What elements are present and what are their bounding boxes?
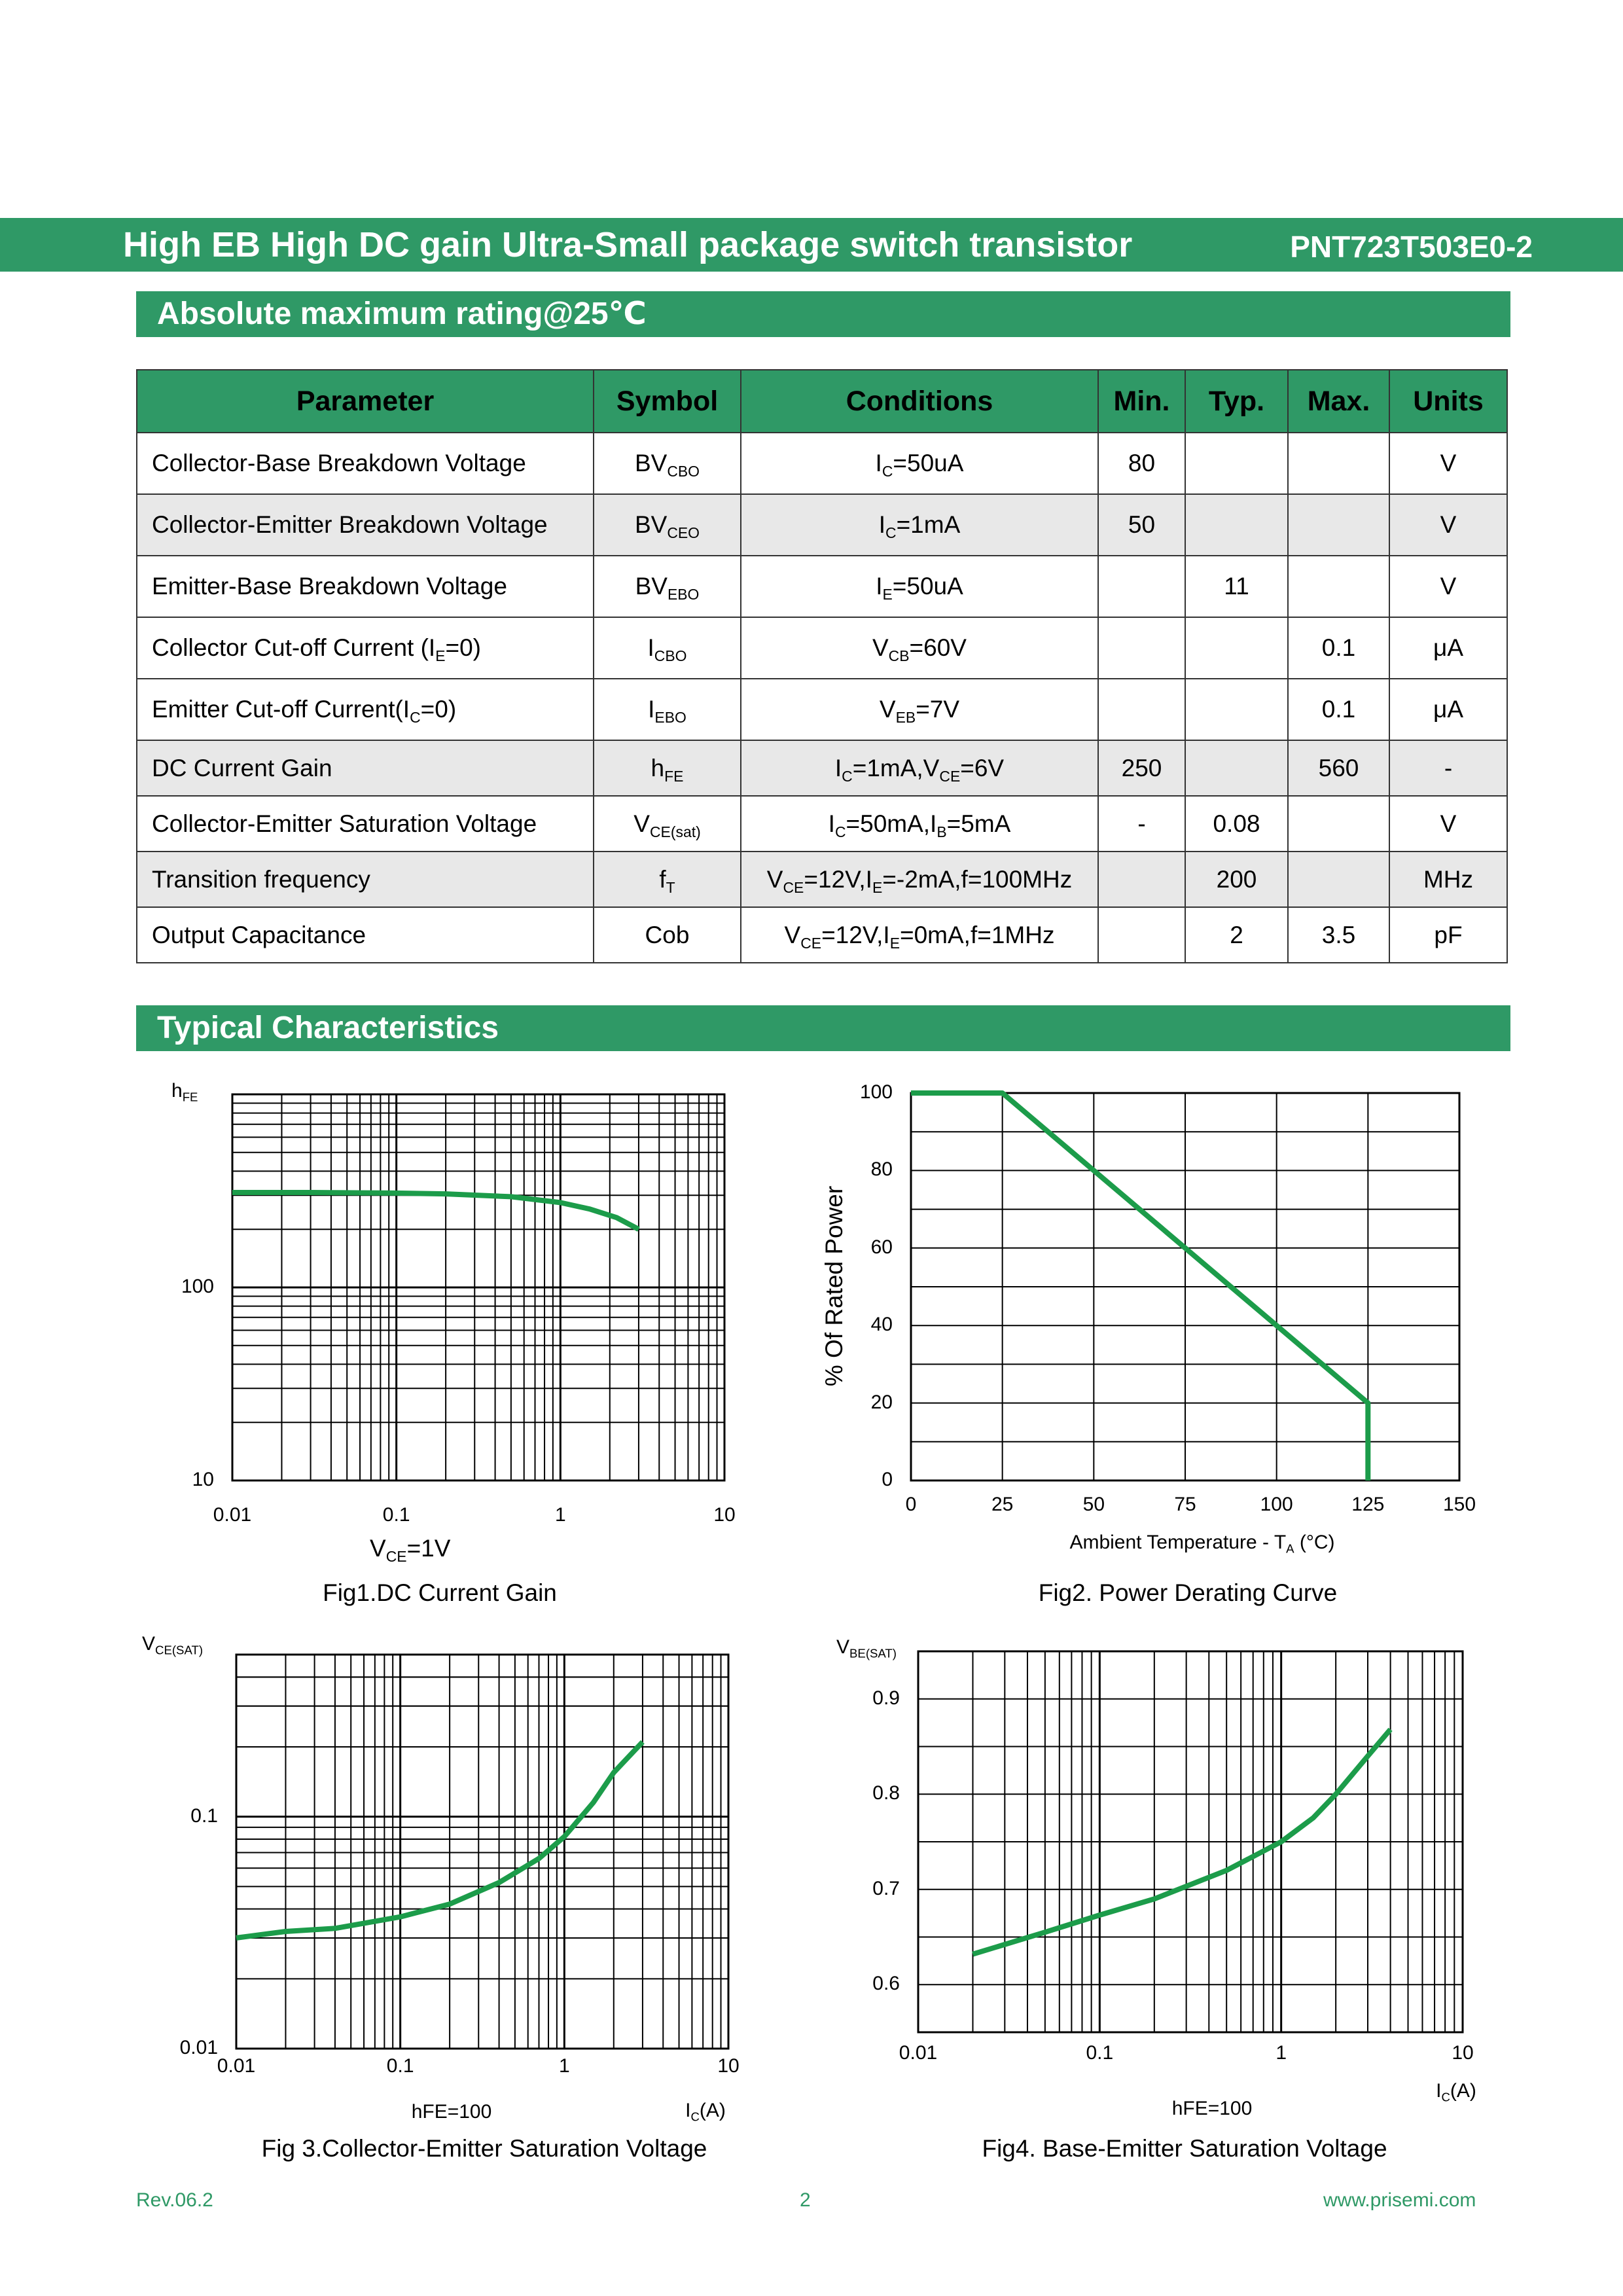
param-cell: Collector Cut-off Current $(I_E=0)$ — [137, 617, 594, 679]
column-header-units: Units — [1389, 370, 1507, 433]
part-number: PNT723T503E0-2 — [1290, 230, 1533, 264]
fig3-x-tick-label: 0.01 — [217, 2055, 256, 2077]
column-header-symbol: Symbol — [594, 370, 741, 433]
symbol-cell: $f_T$ — [594, 852, 741, 907]
units-cell: V — [1389, 494, 1507, 556]
fig1-caption: Fig1.DC Current Gain — [323, 1579, 557, 1606]
fig1-x-tick-label: 10 — [713, 1504, 736, 1526]
fig1-condition-label: $V_{CE}=1V$ — [370, 1535, 451, 1566]
symbol-cell: $BV_{EBO}$ — [594, 556, 741, 617]
column-header-min: Min. — [1098, 370, 1185, 433]
symbol-cell: $I_{EBO}$ — [594, 679, 741, 740]
section-title-typical: Typical Characteristics — [157, 1011, 499, 1045]
fig1-x-tick-label: 1 — [554, 1504, 566, 1526]
fig3-y-axis-label: $V_{CE(SAT)}$ — [142, 1633, 204, 1657]
fig4-y-axis-label: $V_{BE(SAT)}$ — [836, 1636, 897, 1660]
symbol-cell: $V_{CE(sat)}$ — [594, 796, 741, 852]
units-cell: V — [1389, 556, 1507, 617]
fig1-y-tick-label: 100 — [181, 1276, 214, 1297]
symbol-cell: $I_{CBO}$ — [594, 617, 741, 679]
conditions-cell: $V_{CE}=12V,I_E=-2mA,f=100MHz$ — [741, 852, 1098, 907]
units-cell: - — [1389, 740, 1507, 796]
units-cell: MHz — [1389, 852, 1507, 907]
min-cell: 80 — [1098, 433, 1185, 494]
symbol-cell: $BV_{CEO}$ — [594, 494, 741, 556]
fig1-x-tick-label: 0.01 — [213, 1504, 252, 1526]
param-cell: Transition frequency — [137, 852, 594, 907]
fig3-y-tick-label: 0.01 — [179, 2037, 218, 2058]
symbol-cell: $BV_{CBO}$ — [594, 433, 741, 494]
fig2-y-tick-label: 0 — [882, 1469, 893, 1490]
page-number: 2 — [800, 2189, 811, 2211]
symbol-cell: Cob — [594, 907, 741, 963]
param-cell: DC Current Gain — [137, 740, 594, 796]
fig4-y-tick-label: 0.6 — [872, 1973, 900, 1995]
max-cell: 560 — [1288, 740, 1389, 796]
fig4-x-tick-label: 1 — [1275, 2042, 1287, 2064]
fig1-y-axis-label: $h_{FE}$ — [171, 1080, 198, 1104]
fig4-caption: Fig4. Base-Emitter Saturation Voltage — [982, 2135, 1387, 2162]
fig2-y-axis-label: % Of Rated Power — [821, 1185, 847, 1387]
conditions-cell: $V_{CE}=12V,I_E=0mA,f=1MHz$ — [741, 907, 1098, 963]
min-cell: 50 — [1098, 494, 1185, 556]
min-cell: 250 — [1098, 740, 1185, 796]
fig2-x-tick-label: 75 — [1174, 1494, 1196, 1515]
conditions-cell: $I_C=1mA,V_{CE}=6V$ — [741, 740, 1098, 796]
conditions-cell: $V_{EB}=7V$ — [741, 679, 1098, 740]
fig2-y-tick-label: 60 — [870, 1236, 893, 1258]
column-header-parameter: Parameter — [137, 370, 594, 433]
fig3-x-tick-label: 0.1 — [386, 2055, 414, 2077]
fig2-y-tick-label: 100 — [859, 1081, 893, 1103]
fig2-y-tick-label: 40 — [870, 1314, 893, 1336]
conditions-cell: $V_{CB}=60V$ — [741, 617, 1098, 679]
typ-cell: 200 — [1185, 852, 1288, 907]
fig3-x-axis-label: $I_C(A)$ — [685, 2100, 726, 2124]
typ-cell: 0.08 — [1185, 796, 1288, 852]
param-cell: Emitter-Base Breakdown Voltage — [137, 556, 594, 617]
section-title-absolute-max: Absolute maximum rating@25℃ — [157, 296, 647, 331]
fig4-y-tick-label: 0.8 — [872, 1782, 900, 1804]
param-cell: Output Capacitance — [137, 907, 594, 963]
max-cell: 0.1 — [1288, 679, 1389, 740]
fig3-y-tick-label: 0.1 — [190, 1804, 218, 1827]
max-cell: 0.1 — [1288, 617, 1389, 679]
fig2-x-tick-label: 25 — [991, 1494, 1014, 1515]
column-header-typ: Typ. — [1185, 370, 1288, 433]
fig1-series-line — [232, 1193, 639, 1229]
fig2-x-tick-label: 125 — [1351, 1494, 1385, 1515]
fig3-plot-frame — [236, 1655, 728, 2049]
column-header-max: Max. — [1288, 370, 1389, 433]
param-cell: Collector-Base Breakdown Voltage — [137, 433, 594, 494]
conditions-cell: $I_C=1mA$ — [741, 494, 1098, 556]
fig2-y-tick-label: 20 — [870, 1391, 893, 1413]
fig2-x-axis-label: Ambient Temperature - $T_A$ (°C) — [1069, 1532, 1335, 1556]
units-cell: V — [1389, 796, 1507, 852]
fig1-y-tick-label: 10 — [192, 1469, 214, 1490]
conditions-cell: $I_E=50uA$ — [741, 556, 1098, 617]
column-header-conditions: Conditions — [741, 370, 1098, 433]
units-cell: μA — [1389, 617, 1507, 679]
fig2-x-tick-label: 100 — [1260, 1494, 1293, 1515]
fig4-x-tick-label: 0.1 — [1086, 2042, 1114, 2064]
typ-cell: 11 — [1185, 556, 1288, 617]
symbol-cell: $h_{FE}$ — [594, 740, 741, 796]
min-cell: - — [1098, 796, 1185, 852]
typ-cell: 2 — [1185, 907, 1288, 963]
fig4-x-axis-label: $I_C(A)$ — [1436, 2080, 1476, 2104]
document-title: High EB High DC gain Ultra-Small package switch transistor — [123, 225, 1133, 264]
revision: Rev.06.2 — [136, 2189, 213, 2211]
units-cell: V — [1389, 433, 1507, 494]
fig2-x-tick-label: 0 — [905, 1494, 917, 1515]
conditions-cell: $I_C=50mA,I_B=5mA$ — [741, 796, 1098, 852]
fig3-caption: Fig 3.Collector-Emitter Saturation Voltage — [261, 2135, 707, 2162]
fig3-condition-label: hFE=100 — [411, 2101, 492, 2123]
fig2-x-tick-label: 50 — [1082, 1494, 1105, 1515]
fig2-y-tick-label: 80 — [870, 1158, 893, 1181]
fig2-x-tick-label: 150 — [1442, 1494, 1476, 1515]
fig4-condition-label: hFE=100 — [1171, 2098, 1253, 2119]
fig1-x-tick-label: 0.1 — [382, 1504, 410, 1526]
fig4-y-tick-label: 0.9 — [872, 1687, 900, 1709]
param-cell: Collector-Emitter Breakdown Voltage — [137, 494, 594, 556]
fig2-caption: Fig2. Power Derating Curve — [1038, 1579, 1338, 1606]
units-cell: pF — [1389, 907, 1507, 963]
param-cell: Collector-Emitter Saturation Voltage — [137, 796, 594, 852]
fig4-x-tick-label: 0.01 — [899, 2042, 938, 2064]
units-cell: μA — [1389, 679, 1507, 740]
param-cell: Emitter Cut-off $Current(I_C=0)$ — [137, 679, 594, 740]
fig4-y-tick-label: 0.7 — [872, 1877, 900, 1899]
fig3-x-tick-label: 10 — [717, 2055, 740, 2077]
fig4-x-tick-label: 10 — [1452, 2042, 1474, 2064]
conditions-cell: $I_C=50uA$ — [741, 433, 1098, 494]
fig3-x-tick-label: 1 — [558, 2055, 570, 2077]
max-cell: 3.5 — [1288, 907, 1389, 963]
website-link[interactable]: www.prisemi.com — [1323, 2189, 1476, 2211]
